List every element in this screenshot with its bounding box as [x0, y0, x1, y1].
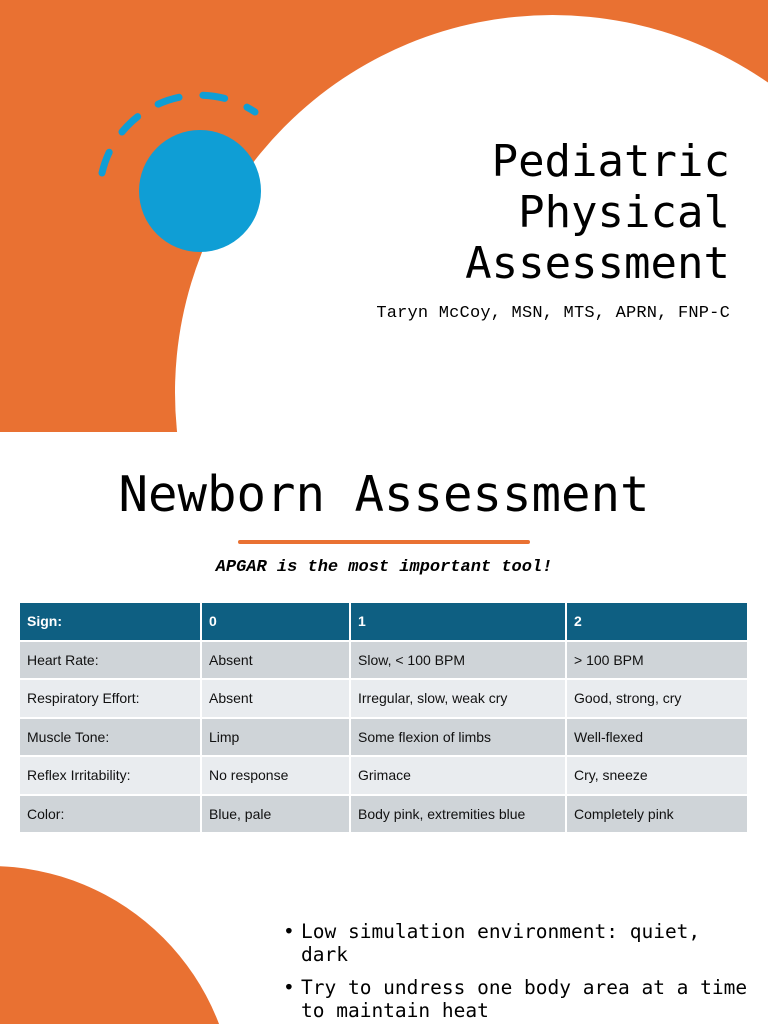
- table-row: [20, 718, 748, 757]
- title-slide: [0, 0, 768, 432]
- table-cell: Reflex Irritability:: [20, 756, 201, 795]
- table-cell: > 100 BPM: [566, 641, 748, 680]
- list-item: [283, 920, 753, 966]
- bullet-icon: •: [283, 976, 295, 999]
- newborn-assessment-slide: [0, 432, 768, 864]
- table-cell: Color:: [20, 795, 201, 834]
- table-header-row: [20, 603, 748, 641]
- table-header-cell: 1: [350, 603, 566, 641]
- table-cell: Grimace: [350, 756, 566, 795]
- slide-tagline: APGAR is the most important tool!: [215, 558, 553, 577]
- table-row: [20, 641, 748, 680]
- table-row: [20, 795, 748, 834]
- environment-tips-slide: [0, 864, 768, 1024]
- slide-heading: Newborn Assessment: [118, 466, 650, 523]
- title-line: Assessment: [465, 238, 730, 289]
- table-row: [20, 756, 748, 795]
- heading-underline: [238, 540, 530, 544]
- title-line: Physical: [518, 187, 730, 238]
- table-cell: Cry, sneeze: [566, 756, 748, 795]
- table-header-cell: Sign:: [20, 603, 201, 641]
- table-header-cell: 2: [566, 603, 748, 641]
- table-cell: Well-flexed: [566, 718, 748, 757]
- table-cell: Some flexion of limbs: [350, 718, 566, 757]
- table-header-cell: 0: [201, 603, 350, 641]
- table-cell: Body pink, extremities blue: [350, 795, 566, 834]
- orange-circle-shape: [0, 866, 235, 1024]
- presentation-title: [270, 136, 730, 289]
- presenter-name: Taryn McCoy, MSN, MTS, APRN, FNP-C: [376, 304, 730, 323]
- table-cell: Blue, pale: [201, 795, 350, 834]
- table-cell: Absent: [201, 679, 350, 718]
- table-cell: Limp: [201, 718, 350, 757]
- table-cell: Irregular, slow, weak cry: [350, 679, 566, 718]
- table-cell: Absent: [201, 641, 350, 680]
- bullet-icon: •: [283, 920, 295, 943]
- list-item-text: Low simulation environment: quiet, dark: [301, 920, 701, 966]
- table-cell: Muscle Tone:: [20, 718, 201, 757]
- blue-circle-decoration: [139, 130, 261, 252]
- table-cell: Good, strong, cry: [566, 679, 748, 718]
- table-cell: No response: [201, 756, 350, 795]
- table-row: [20, 679, 748, 718]
- apgar-table: [20, 603, 749, 834]
- table-cell: Slow, < 100 BPM: [350, 641, 566, 680]
- list-item: [283, 976, 753, 1022]
- title-line: Pediatric: [491, 136, 730, 187]
- list-item-text: Try to undress one body area at a time to maintain heat: [301, 976, 748, 1022]
- table-cell: Completely pink: [566, 795, 748, 834]
- table-cell: Heart Rate:: [20, 641, 201, 680]
- table-cell: Respiratory Effort:: [20, 679, 201, 718]
- bullet-list: [283, 920, 753, 1024]
